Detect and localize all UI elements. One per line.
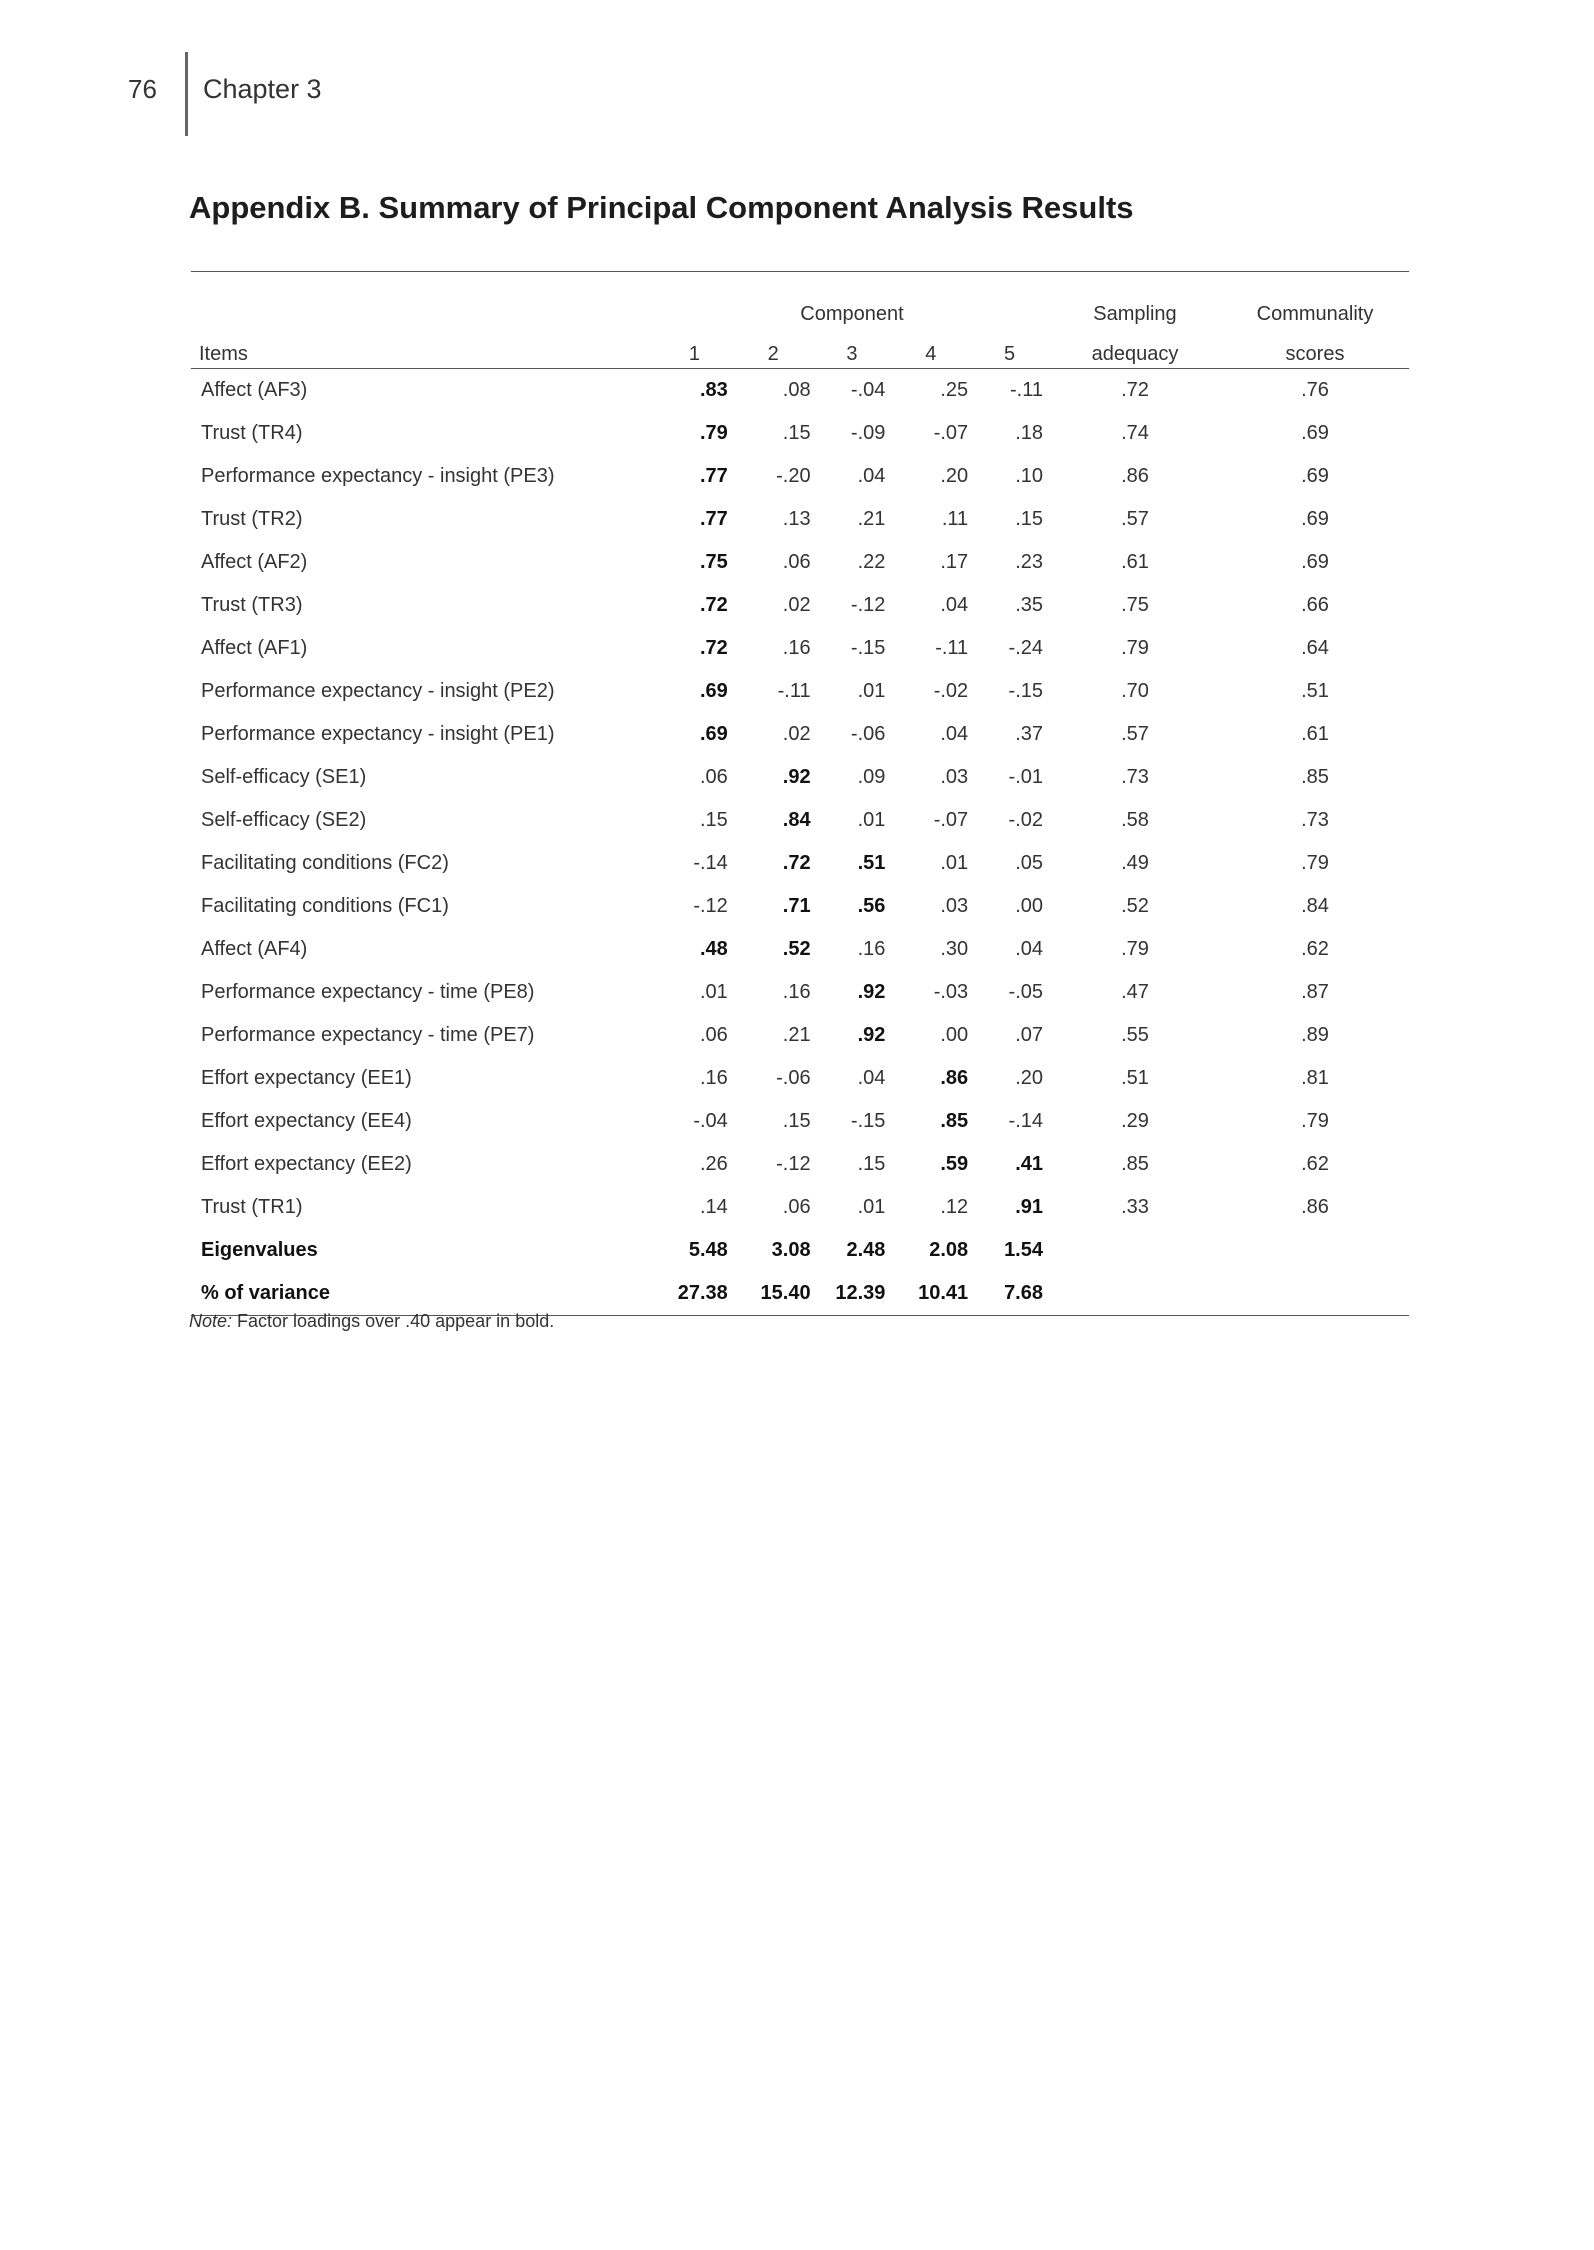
loading-cell-component-5: -.05 [1008, 981, 1043, 1003]
table-row [191, 842, 1409, 885]
item-label: Trust (TR4) [201, 422, 303, 444]
sampling-adequacy-cell: .73 [1121, 766, 1149, 788]
appendix-heading: Appendix B. Summary of Principal Component Analysis Results [189, 190, 1134, 225]
loading-cell-component-3: -.04 [850, 379, 886, 401]
loading-cell-component-4: -.07 [933, 422, 969, 444]
loading-cell-component-2: -.20 [776, 465, 811, 487]
table-row [191, 670, 1409, 713]
loading-cell-component-3: .04 [857, 1067, 886, 1089]
loading-cell-component-5: -.01 [1008, 766, 1043, 788]
pca-results-table [191, 271, 1409, 1316]
table-row [191, 1014, 1409, 1057]
sampling-adequacy-cell: .47 [1121, 981, 1149, 1003]
component-4-header: 4 [891, 327, 970, 369]
loading-cell-component-3: .21 [857, 508, 886, 530]
sampling-adequacy-cell: .49 [1121, 852, 1149, 874]
table-row [191, 412, 1409, 455]
variance-row [191, 1272, 1409, 1316]
item-label: Affect (AF1) [201, 637, 308, 659]
table-header-row-2 [191, 327, 1409, 369]
variance-row-empty-cell [1221, 1272, 1409, 1316]
loading-cell-component-5: -.24 [1008, 637, 1043, 659]
communality-cell: .61 [1301, 723, 1329, 745]
sampling-adequacy-cell: .51 [1121, 1067, 1149, 1089]
table-row [191, 369, 1409, 413]
loading-cell-component-2: .13 [782, 508, 811, 530]
sampling-adequacy-cell: .55 [1121, 1024, 1149, 1046]
item-label: Effort expectancy (EE2) [201, 1153, 412, 1175]
loading-cell-component-5: .10 [1015, 465, 1043, 487]
loading-cell-component-1: -.04 [693, 1110, 728, 1132]
loading-cell-component-4: .11 [941, 508, 969, 530]
loading-cell-component-5: -.14 [1008, 1110, 1043, 1132]
loading-cell-component-2: .84 [782, 809, 811, 831]
loading-cell-component-1: .83 [699, 379, 728, 401]
items-header: Items [191, 327, 655, 369]
sampling-adequacy-cell: .70 [1121, 680, 1149, 702]
communality-cell: .86 [1301, 1196, 1329, 1218]
communality-cell: .69 [1301, 508, 1329, 530]
loading-cell-component-4: .12 [940, 1196, 969, 1218]
sampling-adequacy-cell: .79 [1121, 637, 1149, 659]
loading-cell-component-3: .04 [857, 465, 886, 487]
communality-cell: .76 [1301, 379, 1329, 401]
loading-cell-component-2: -.06 [776, 1067, 811, 1089]
variance-row-label: % of variance [191, 1272, 655, 1316]
item-label: Self-efficacy (SE1) [201, 766, 367, 788]
loading-cell-component-4: .20 [940, 465, 969, 487]
component-3-header: 3 [813, 327, 892, 369]
pca-table-container [191, 271, 1409, 1316]
component-1-header: 1 [655, 327, 734, 369]
communality-cell: .73 [1301, 809, 1329, 831]
loading-cell-component-5: .00 [1015, 895, 1043, 917]
communality-scores-header: scores [1221, 327, 1409, 369]
loading-cell-component-3: .51 [857, 852, 886, 874]
item-label: Affect (AF4) [201, 938, 308, 960]
loading-cell-component-3: .16 [857, 938, 886, 960]
loading-cell-component-3: -.15 [850, 1110, 886, 1132]
table-row [191, 1143, 1409, 1186]
communality-cell: .69 [1301, 465, 1329, 487]
variance-row-value-component-5: 7.68 [970, 1272, 1049, 1316]
eigenvalues-row-empty-cell [1049, 1229, 1221, 1272]
loading-cell-component-5: -.02 [1008, 809, 1043, 831]
loading-cell-component-4: .01 [940, 852, 969, 874]
loading-cell-component-5: .04 [1015, 938, 1043, 960]
item-label: Self-efficacy (SE2) [201, 809, 367, 831]
loading-cell-component-2: .72 [782, 852, 811, 874]
loading-cell-component-1: .69 [699, 723, 728, 745]
component-group-header: Component [800, 303, 904, 325]
loading-cell-component-4: .04 [940, 723, 969, 745]
item-label: Affect (AF3) [201, 379, 308, 401]
loading-cell-component-1: -.12 [693, 895, 728, 917]
sampling-adequacy-cell: .58 [1121, 809, 1149, 831]
eigenvalues-row-value-component-4: 2.08 [929, 1239, 969, 1261]
loading-cell-component-5: .41 [1015, 1153, 1043, 1175]
loading-cell-component-1: .15 [699, 809, 728, 831]
loading-cell-component-1: .26 [699, 1153, 728, 1175]
communality-cell: .69 [1301, 551, 1329, 573]
loading-cell-component-2: .06 [782, 1196, 811, 1218]
communality-cell: .69 [1301, 422, 1329, 444]
loading-cell-component-4: .04 [940, 594, 969, 616]
table-row [191, 928, 1409, 971]
loading-cell-component-1: .75 [699, 551, 728, 573]
loading-cell-component-3: -.06 [850, 723, 886, 745]
loading-cell-component-3: -.12 [850, 594, 886, 616]
loading-cell-component-2: .02 [782, 594, 811, 616]
loading-cell-component-5: -.15 [1008, 680, 1043, 702]
communality-cell: .79 [1301, 1110, 1329, 1132]
loading-cell-component-2: -.11 [777, 680, 811, 702]
note-label: Note: [189, 1311, 233, 1331]
table-row [191, 498, 1409, 541]
eigenvalues-row-value-component-2: 3.08 [771, 1239, 811, 1261]
loading-cell-component-2: .92 [782, 766, 811, 788]
loading-cell-component-2: .15 [782, 422, 811, 444]
loading-cell-component-4: .17 [940, 551, 969, 573]
communality-cell: .81 [1301, 1067, 1329, 1089]
communality-cell: .62 [1301, 938, 1329, 960]
sampling-adequacy-cell: .74 [1121, 422, 1149, 444]
sampling-adequacy-cell: .57 [1121, 723, 1149, 745]
table-body [191, 369, 1409, 1316]
sampling-adequacy-cell: .33 [1121, 1196, 1149, 1218]
loading-cell-component-5: .18 [1015, 422, 1043, 444]
table-row [191, 541, 1409, 584]
loading-cell-component-3: .01 [857, 809, 886, 831]
loading-cell-component-1: .72 [699, 594, 728, 616]
loading-cell-component-1: .16 [699, 1067, 728, 1089]
item-label: Performance expectancy - insight (PE2) [201, 680, 555, 702]
page-number: 76 [128, 74, 157, 104]
sampling-adequacy-cell: .52 [1121, 895, 1149, 917]
loading-cell-component-1: .06 [699, 766, 728, 788]
loading-cell-component-3: .15 [857, 1153, 886, 1175]
loading-cell-component-5: .07 [1015, 1024, 1043, 1046]
loading-cell-component-3: .92 [857, 1024, 886, 1046]
table-row [191, 627, 1409, 670]
loading-cell-component-2: .16 [782, 637, 811, 659]
loading-cell-component-3: .01 [857, 680, 886, 702]
item-label: Trust (TR1) [201, 1196, 303, 1218]
loading-cell-component-1: .06 [699, 1024, 728, 1046]
item-label: Performance expectancy - time (PE7) [201, 1024, 535, 1046]
item-label: Trust (TR2) [201, 508, 303, 530]
loading-cell-component-1: -.14 [693, 852, 728, 874]
header-divider [185, 52, 188, 136]
loading-cell-component-5: .37 [1015, 723, 1043, 745]
table-row [191, 455, 1409, 498]
loading-cell-component-5: .15 [1015, 508, 1043, 530]
loading-cell-component-4: .59 [940, 1153, 969, 1175]
note-text: Factor loadings over .40 appear in bold. [232, 1311, 555, 1331]
component-5-header: 5 [970, 327, 1049, 369]
item-label: Affect (AF2) [201, 551, 308, 573]
table-row [191, 885, 1409, 928]
loading-cell-component-5: .35 [1015, 594, 1043, 616]
eigenvalues-row-empty-cell [1221, 1229, 1409, 1272]
loading-cell-component-5: .05 [1015, 852, 1043, 874]
loading-cell-component-4: .03 [940, 895, 969, 917]
table-row [191, 971, 1409, 1014]
loading-cell-component-1: .79 [699, 422, 728, 444]
loading-cell-component-4: .03 [940, 766, 969, 788]
loading-cell-component-4: .85 [940, 1110, 969, 1132]
item-label: Trust (TR3) [201, 594, 303, 616]
loading-cell-component-4: -.07 [933, 809, 969, 831]
loading-cell-component-5: -.11 [1010, 379, 1043, 401]
loading-cell-component-4: .25 [940, 379, 969, 401]
loading-cell-component-3: .01 [857, 1196, 886, 1218]
loading-cell-component-1: .69 [699, 680, 728, 702]
component-2-header: 2 [734, 327, 813, 369]
item-label: Effort expectancy (EE4) [201, 1110, 412, 1132]
item-label: Performance expectancy - insight (PE3) [201, 465, 555, 487]
loading-cell-component-2: .08 [782, 379, 811, 401]
sampling-adequacy-cell: .57 [1121, 508, 1149, 530]
table-row [191, 799, 1409, 842]
loading-cell-component-3: .92 [857, 981, 886, 1003]
communality-cell: .85 [1301, 766, 1329, 788]
loading-cell-component-3: .22 [857, 551, 886, 573]
sampling-adequacy-cell: .86 [1121, 465, 1149, 487]
loading-cell-component-5: .20 [1015, 1067, 1043, 1089]
communality-cell: .89 [1301, 1024, 1329, 1046]
variance-row-empty-cell [1049, 1272, 1221, 1316]
eigenvalues-row-value-component-3: 2.48 [846, 1239, 886, 1261]
sampling-adequacy-cell: .61 [1121, 551, 1149, 573]
sampling-adequacy-cell: .72 [1121, 379, 1149, 401]
loading-cell-component-4: -.02 [933, 680, 969, 702]
loading-cell-component-3: -.09 [850, 422, 886, 444]
table-row [191, 1100, 1409, 1143]
loading-cell-component-2: .16 [782, 981, 811, 1003]
variance-row-value-component-3: 12.39 [813, 1272, 892, 1316]
loading-cell-component-1: .48 [699, 938, 728, 960]
communality-cell: .79 [1301, 852, 1329, 874]
variance-row-value-component-4: 10.41 [891, 1272, 970, 1316]
table-row [191, 713, 1409, 756]
loading-cell-component-4: .00 [940, 1024, 969, 1046]
sampling-adequacy-header: adequacy [1049, 327, 1221, 369]
loading-cell-component-2: .71 [782, 895, 811, 917]
loading-cell-component-1: .14 [699, 1196, 728, 1218]
loading-cell-component-3: .56 [857, 895, 886, 917]
sampling-adequacy-cell: .75 [1121, 594, 1149, 616]
table-row [191, 756, 1409, 799]
sampling-adequacy-cell: .29 [1121, 1110, 1149, 1132]
communality-cell: .62 [1301, 1153, 1329, 1175]
item-label: Performance expectancy - time (PE8) [201, 981, 535, 1003]
communality-cell: .64 [1301, 637, 1329, 659]
communality-cell: .84 [1301, 895, 1329, 917]
loading-cell-component-1: .01 [699, 981, 728, 1003]
table-header-row-1 [191, 272, 1409, 328]
chapter-title: Chapter 3 [203, 74, 322, 104]
loading-cell-component-4: -.03 [933, 981, 969, 1003]
loading-cell-component-2: .02 [782, 723, 811, 745]
table-row [191, 1186, 1409, 1229]
loading-cell-component-2: -.12 [776, 1153, 811, 1175]
loading-cell-component-4: .30 [940, 938, 969, 960]
loading-cell-component-4: .86 [940, 1067, 969, 1089]
variance-row-value-component-1: 27.38 [655, 1272, 734, 1316]
item-label: Performance expectancy - insight (PE1) [201, 723, 555, 745]
communality-cell: .66 [1301, 594, 1329, 616]
sampling-adequacy-cell: .85 [1121, 1153, 1149, 1175]
communality-header-top: Communality [1256, 303, 1374, 325]
eigenvalues-row-label: Eigenvalues [201, 1239, 318, 1261]
variance-row-value-component-2: 15.40 [734, 1272, 813, 1316]
sampling-adequacy-cell: .79 [1121, 938, 1149, 960]
item-label: Facilitating conditions (FC1) [201, 895, 449, 917]
communality-cell: .51 [1301, 680, 1329, 702]
loading-cell-component-5: .91 [1015, 1196, 1043, 1218]
loading-cell-component-1: .72 [699, 637, 728, 659]
loading-cell-component-3: -.15 [850, 637, 886, 659]
loading-cell-component-2: .15 [782, 1110, 811, 1132]
loading-cell-component-2: .52 [782, 938, 811, 960]
eigenvalues-row [191, 1229, 1409, 1272]
loading-cell-component-4: -.11 [935, 637, 969, 659]
communality-cell: .87 [1301, 981, 1329, 1003]
header-empty [191, 272, 655, 328]
loading-cell-component-3: .09 [857, 766, 886, 788]
sampling-header-top: Sampling [1093, 303, 1177, 325]
item-label: Effort expectancy (EE1) [201, 1067, 412, 1089]
loading-cell-component-2: .06 [782, 551, 811, 573]
table-row [191, 1057, 1409, 1100]
item-label: Facilitating conditions (FC2) [201, 852, 449, 874]
table-note [189, 1311, 554, 1332]
table-row [191, 584, 1409, 627]
eigenvalues-row-value-component-1: 5.48 [688, 1239, 728, 1261]
loading-cell-component-1: .77 [699, 465, 728, 487]
loading-cell-component-1: .77 [699, 508, 728, 530]
loading-cell-component-2: .21 [782, 1024, 811, 1046]
eigenvalues-row-value-component-5: 1.54 [1004, 1239, 1043, 1261]
loading-cell-component-5: .23 [1015, 551, 1043, 573]
